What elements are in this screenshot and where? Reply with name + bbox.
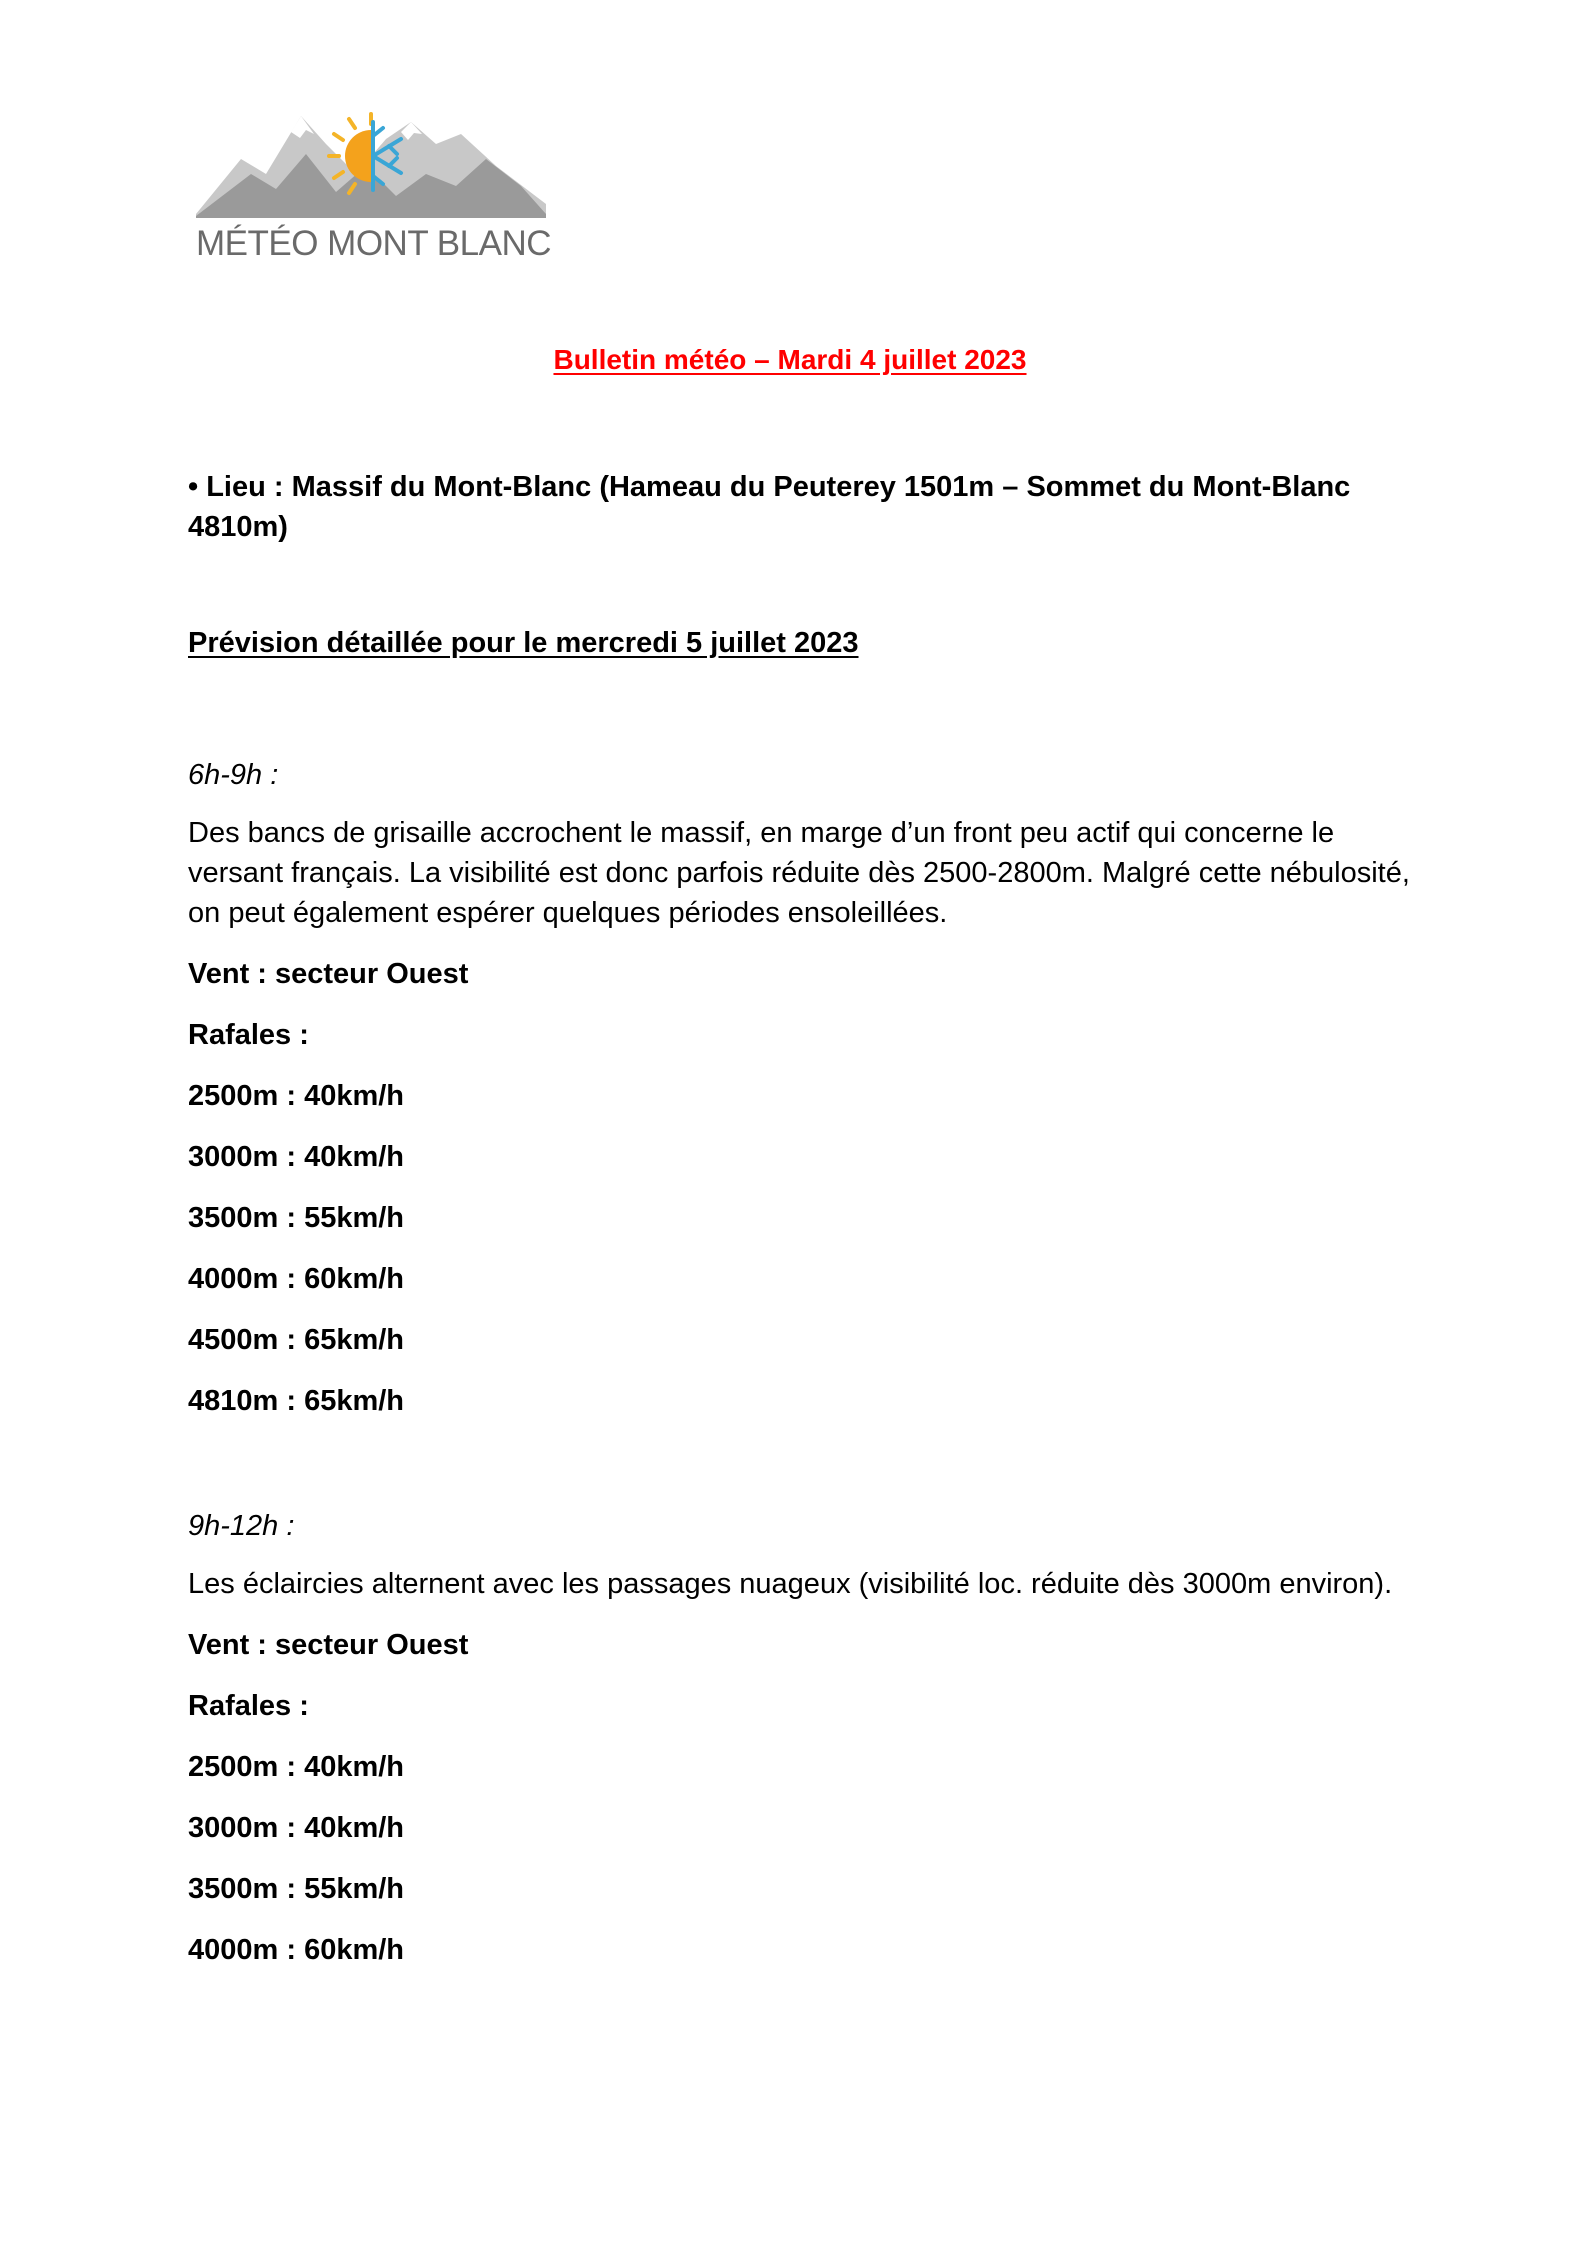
logo: [196, 104, 552, 274]
gust-row: 3500m : 55km/h: [188, 1873, 405, 1905]
mountain-logo-icon: [196, 104, 546, 229]
gust-row: 2500m : 40km/h: [188, 1751, 405, 1783]
bulletin-title: Bulletin météo – Mardi 4 juillet 2023: [553, 344, 1027, 375]
gust-row: 4810m : 65km/h: [188, 1385, 405, 1417]
logo-text: MÉTÉO MONT BLANC: [196, 224, 552, 263]
gust-row: 3000m : 40km/h: [188, 1812, 405, 1844]
gust-row: 3500m : 55km/h: [188, 1202, 405, 1234]
period-time: 9h-12h :: [188, 1510, 295, 1542]
location-line: • Lieu : Massif du Mont-Blanc (Hameau du Peuterey 1501m – Sommet du Mont-Blanc 4810m): [188, 471, 1351, 543]
gusts-label: Rafales :: [188, 1690, 309, 1722]
gust-row: 2500m : 40km/h: [188, 1080, 405, 1112]
forecast-heading: Prévision détaillée pour le mercredi 5 juillet 2023: [188, 627, 859, 659]
period-description: Les éclaircies alternent avec les passages nuageux (visibilité loc. réduite dès 3000m environ).: [188, 1568, 1393, 1600]
period-time: 6h-9h :: [188, 759, 279, 791]
gusts-label: Rafales :: [188, 1019, 309, 1051]
wind-direction: Vent : secteur Ouest: [188, 958, 469, 990]
period-description: Des bancs de grisaille accrochent le massif, en marge d’un front peu actif qui concerne le versant français. La visibilité est donc parfois réduite dès 2500-2800m. Malgré cette nébulosité, on peut également espérer quelques périodes ensoleillées.: [188, 817, 1410, 929]
gust-row: 4000m : 60km/h: [188, 1934, 405, 1966]
gust-row: 4500m : 65km/h: [188, 1324, 405, 1356]
forecast-period: [188, 755, 1418, 1421]
gust-row: 3000m : 40km/h: [188, 1141, 405, 1173]
gust-row: 4000m : 60km/h: [188, 1263, 405, 1295]
wind-direction: Vent : secteur Ouest: [188, 1629, 469, 1661]
forecast-period: [188, 1506, 1418, 1970]
